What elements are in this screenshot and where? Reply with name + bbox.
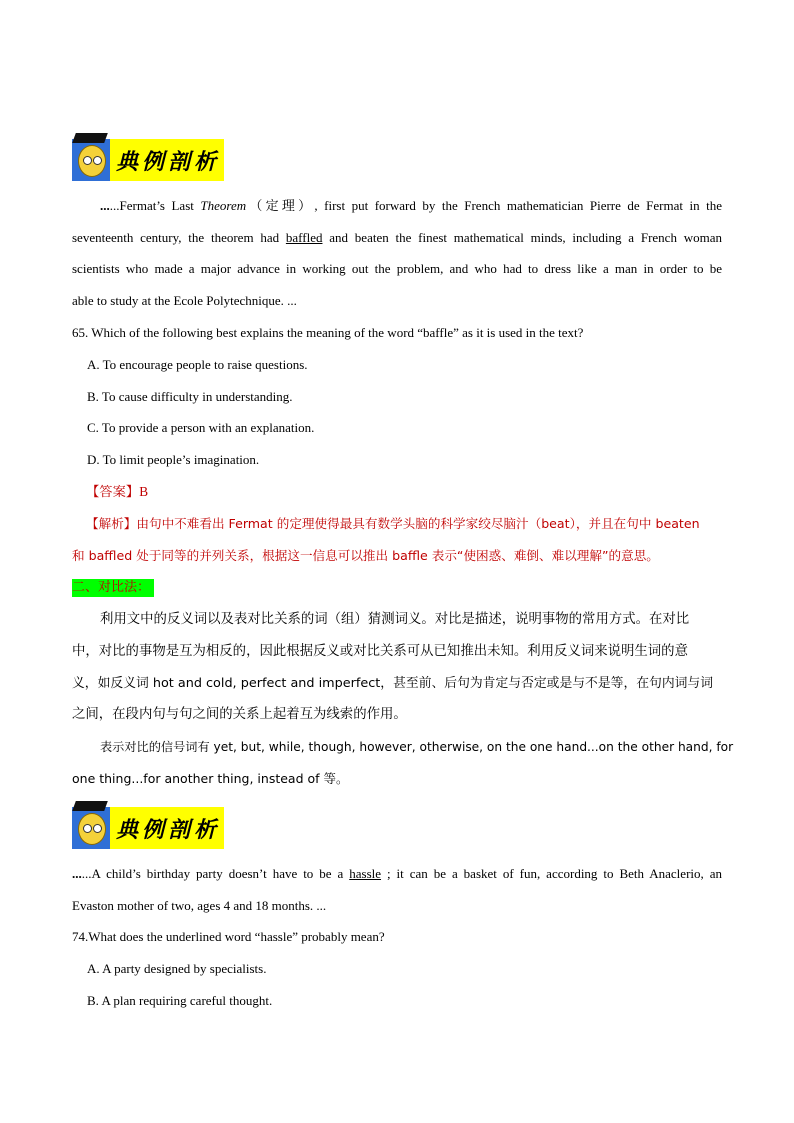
scholar-mascot-icon [78, 145, 106, 177]
section2-para1-line2: 中，对比的事物是互为相反的，因此根据反义或对比关系可从已知推出未知。利用反义词来说明生词的意 [72, 644, 688, 659]
question-74: 74.What does the underlined word “hassle” probably mean? [72, 929, 385, 944]
section2-para2-line2: one thing...for another thing, instead of 等。 [72, 771, 349, 786]
scholar-mascot-icon [78, 813, 106, 845]
analysis-line1: 【解析】由句中不难看出 Fermat 的定理使得最具有数学头脑的科学家绞尽脑汁（beat），并且在句中 beaten [86, 516, 700, 531]
passage1-line2: seventeenth century, the theorem had baffled and beaten the finest mathematical minds, including a French woman [72, 230, 722, 245]
underlined-word-hassle: hassle [349, 866, 382, 881]
passage1-line4: able to study at the Ecole Polytechnique. ... [72, 293, 297, 308]
section2-para1-line3: 义，如反义词 hot and cold, perfect and imperfect，甚至前、后句为肯定与否定或是与不是等，在句内词与词 [72, 676, 714, 691]
badge-title: 典例剖析 [116, 149, 221, 175]
badge-title: 典例剖析 [116, 817, 221, 843]
graduation-cap-icon [72, 801, 108, 811]
passage2-line1: ......A child’s birthday party doesn’t have to be a hassle ; it can be a basket of fun, according to Beth Anaclerio, an [72, 866, 722, 881]
underlined-word-baffled: baffled [285, 230, 323, 245]
passage1-line3: scientists who made a major advance in working out the problem, and who had to dress like a man in order to be [72, 261, 722, 276]
option-c: C. To provide a person with an explanation. [87, 420, 315, 435]
example-analysis-badge [72, 133, 224, 183]
option-a: A. To encourage people to raise questions. [87, 357, 308, 372]
question-65: 65. Which of the following best explains the meaning of the word “baffle” as it is used in the text? [72, 325, 584, 340]
passage1-line1: ......Fermat’s Last Theorem（定理）, first put forward by the French mathematician Pierre de Fermat in the [100, 198, 722, 213]
section2-para2-line1: 表示对比的信号词有 yet, but, while, though, however, otherwise, on the one hand...on the other hand, for [100, 740, 734, 754]
section-heading-contrast: 二、对比法： [72, 579, 154, 597]
answer-line: 【答案】B [86, 484, 149, 500]
section2-para1-line4: 之间，在段内句与句之间的关系上起着互为线索的作用。 [72, 707, 407, 722]
option-d: D. To limit people’s imagination. [87, 452, 260, 467]
option-b: B. A plan requiring careful thought. [87, 993, 273, 1008]
section2-para1-line1: 利用文中的反义词以及表对比关系的词（组）猜测词义。对比是描述，说明事物的常用方式。在对比 [100, 612, 690, 627]
passage2-line2: Evaston mother of two, ages 4 and 18 months. ... [72, 898, 327, 913]
analysis-line2: 和 baffled 处于同等的并列关系，根据这一信息可以推出 baffle 表示“使困惑、难倒、难以理解”的意思。 [72, 548, 659, 563]
graduation-cap-icon [72, 133, 108, 143]
example-analysis-badge [72, 801, 224, 851]
option-a: A. A party designed by specialists. [87, 961, 267, 976]
option-b: B. To cause difficulty in understanding. [87, 389, 293, 404]
